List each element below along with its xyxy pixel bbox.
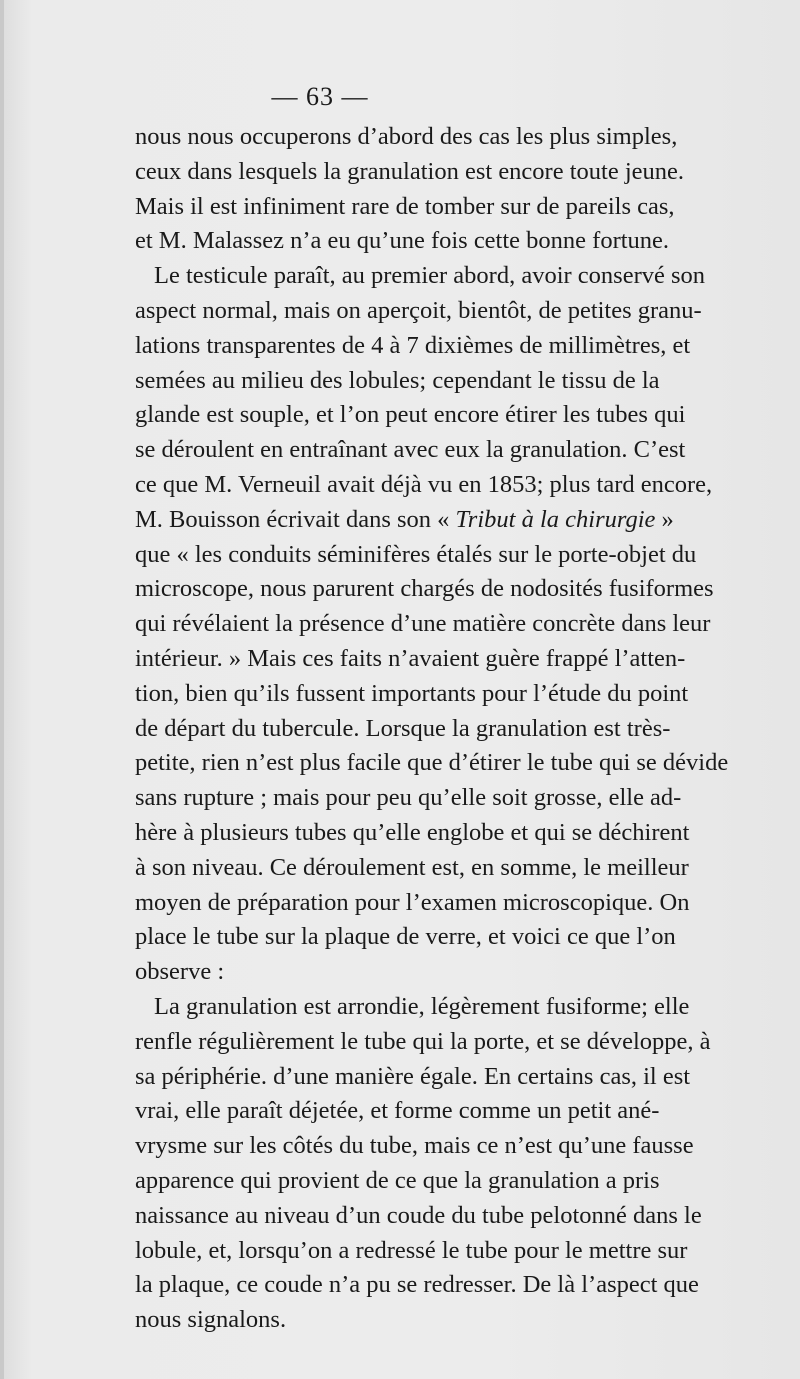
text-line: ce que M. Verneuil avait déjà vu en 1853; plus tard encore,	[135, 470, 713, 498]
text-line: ceux dans lesquels la granulation est encore toute jeune.	[135, 157, 685, 185]
text-line: se déroulent en entraînant avec eux la granulation. C’est	[135, 436, 686, 464]
text-line: la plaque, ce coude n’a pu se redresser. De là l’aspect que	[135, 1271, 699, 1299]
text-line: lations transparentes de 4 à 7 dixièmes de millimètres, et	[135, 331, 691, 359]
body-text	[135, 120, 729, 1338]
text-line: moyen de préparation pour l’examen microscopique. On	[135, 888, 690, 916]
text-line: intérieur. » Mais ces faits n’avaient guère frappé l’atten-	[135, 644, 686, 672]
text-line: nous signalons.	[135, 1306, 287, 1334]
text-line: et M. Malassez n’a eu qu’une fois cette bonne fortune.	[135, 227, 670, 255]
text-line-with-title	[135, 503, 674, 538]
text-line: sans rupture ; mais pour peu qu’elle soit grosse, elle ad-	[135, 784, 682, 812]
text-line: que « les conduits séminifères étalés sur le porte-objet du	[135, 540, 697, 568]
text-line: vrai, elle paraît déjetée, et forme comme un petit ané-	[135, 1097, 660, 1125]
text-line: nous nous occuperons d’abord des cas les plus simples,	[135, 123, 678, 150]
text-line: glande est souple, et l’on peut encore étirer les tubes qui	[135, 401, 686, 429]
text-line-suffix: »	[655, 505, 674, 533]
text-line: naissance au niveau d’un coude du tube pelotonné dans le	[135, 1201, 702, 1229]
text-line: lobule, et, lorsqu’on a redressé le tube pour le mettre sur	[135, 1236, 688, 1264]
text-line: hère à plusieurs tubes qu’elle englobe et qui se déchirent	[135, 818, 690, 846]
text-line: renfle régulièrement le tube qui la porte, et se développe, à	[135, 1027, 711, 1055]
text-line: microscope, nous parurent chargés de nodosités fusiformes	[135, 575, 714, 603]
text-line: de départ du tubercule. Lorsque la granulation est très-	[135, 714, 671, 742]
text-line: apparence qui provient de ce que la granulation a pris	[135, 1166, 660, 1194]
text-line: observe :	[135, 958, 225, 986]
text-line: vrysme sur les côtés du tube, mais ce n’est qu’une fausse	[135, 1132, 694, 1160]
text-line: qui révélaient la présence d’une matière concrète dans leur	[135, 610, 711, 638]
text-line: petite, rien n’est plus facile que d’étirer le tube qui se dévide	[135, 749, 729, 777]
text-line: Mais il est infiniment rare de tomber sur de pareils cas,	[135, 192, 675, 220]
book-title: Tribut à la chirurgie	[455, 505, 656, 533]
text-line: place le tube sur la plaque de verre, et voici ce que l’on	[135, 923, 676, 951]
page-edge	[0, 0, 4, 1379]
text-line-prefix: M. Bouisson écrivait dans son «	[135, 505, 456, 533]
text-line: aspect normal, mais on aperçoit, bientôt, de petites granu-	[135, 296, 702, 324]
text-line: sa périphérie. d’une manière égale. En certains cas, il est	[135, 1062, 691, 1090]
text-line: La granulation est arrondie, légèrement fusiforme; elle	[154, 992, 690, 1020]
page-number: — 63 —	[271, 82, 369, 111]
text-line: Le testicule paraît, au premier abord, avoir conservé son	[154, 262, 706, 290]
text-line: à son niveau. Ce déroulement est, en somme, le meilleur	[135, 853, 689, 881]
text-line: semées au milieu des lobules; cependant le tissu de la	[135, 366, 660, 394]
text-line: tion, bien qu’ils fussent importants pour l’étude du point	[135, 679, 689, 707]
